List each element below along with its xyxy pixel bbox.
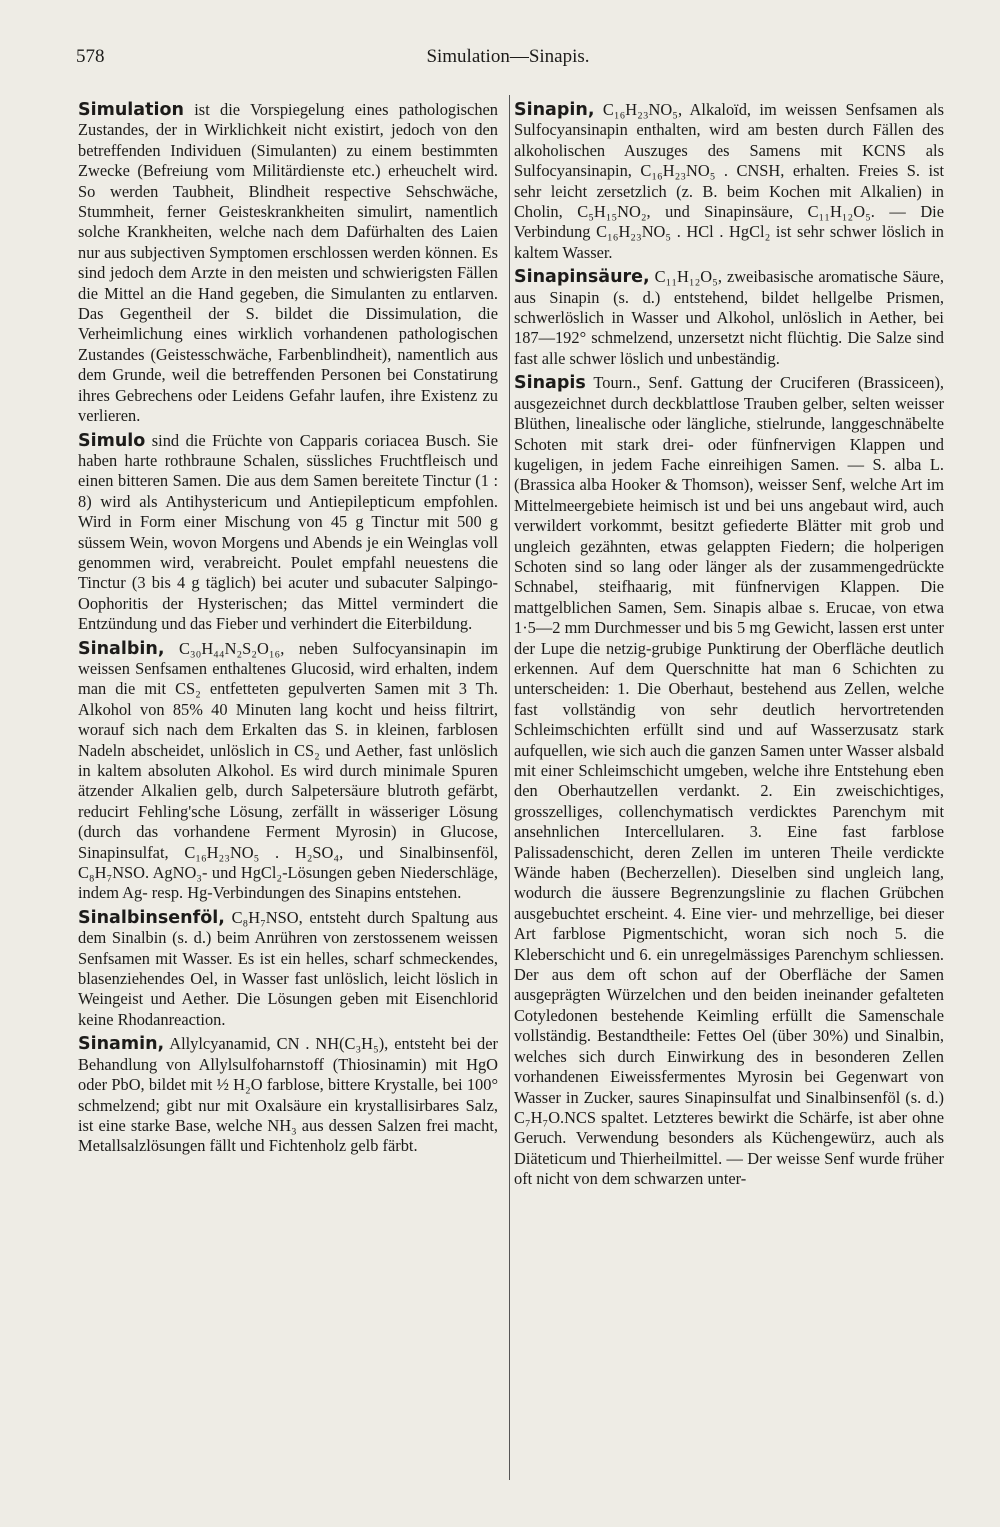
entry-lemma: Sinamin, [78,1034,165,1055]
left-column [78,100,498,1161]
right-column [514,100,944,1194]
entry-sinapin [514,100,944,263]
column-divider [509,95,510,1480]
entry-text: Tourn., Senf. Gattung der Cruciferen (Brassiceen), ausgezeichnet durch deckblattlose Trauben gelber, selten weisser Blüthen, linealische oder längliche, stielrunde, langgeschnäbelte Schoten mit stark drei- oder fünfnervigen Klappen und kugeligen, in jedem Fache einreihigen Samen. — S. alba L. (Brassica alba Hooker & Thomson), weisser Senf, welche Art im Mittelmeergebiete heimisch ist und bei uns angebaut wird, auch verwildert vorkommt, besitzt gefiederte Blätter mit grob und ungleich gezähnten, etwas gelappten Fiedern; die holperigen Schoten sind so lang oder länger als der zusammengedrückte Schnabel, steifhaarig, mit fünfnervigen Klappen. Die mattgelblichen Samen, Sem. Sinapis albae s. Erucae, von etwa 1·5—2 mm Durchmesser und bis 5 mg Gewicht, lassen erst unter der Lupe die netzig-grubige Punktirung der Oberfläche deutlich erkennen. Auf dem Querschnitte hat man 6 Schichten zu unterscheiden: 1. Die Oberhaut, bestehend aus Zellen, welche fast vollständig von sehr deutlich hervortretenden Schleimschichten erfüllt sind und auf Wasserzusatz stark aufquellen, wie sich auch die ganzen Samen unter Wasser alsbald mit einer Schleimschicht umgeben, welche ihre Entstehung eben den Oberhautzellen verdankt. 2. Ein zweischichtiges, grosszelliges, collenchymatisch verdicktes Parenchym mit ansehnlichen Intercellularen. 3. Eine fast farblose Palissadenschicht, deren Zellen im unteren Theile verdickte Wände haben (Becherzellen). Dieselben sind ungleich lang, wodurch die äussere Begrenzungslinie zu flachen Grübchen ausgebuchtet erscheint. 4. Eine vier- und mehrzellige, bei dieser Art farblose Pigmentschicht, woran sich noch 5. die Kleberschicht und 6. ein unregelmässiges Parenchym schliessen. Der aus dem oft schon auf der Oberfläche der Samen ausgeprägten Würzelchen und den beiden ineinander gefalteten Cotyledonen bestehende Keimling erfüllt die Samenschale vollständig. Bestandtheile: Fettes Oel (über 30%) und Sinalbin, welches sich durch Einwirkung des in besonderen Zellen vorhandenen Eiweissfermentes Myrosin bei Gegenwart von Wasser in Zucker, saures Sinapinsulfat und Sinalbinsenföl (s. d.) C₇H₇O.NCS spaltet. Letzteres bewirkt die Schärfe, ist aber ohne Geruch. Verwendung besonders als Küchengewürz, auch als Diäteticum und Thierheilmittel. — Der weisse Senf wurde früher oft nicht von dem schwarzen unter- [514,373,944,1189]
entry-sinapis [514,373,944,1189]
page-header [76,46,940,70]
entry-lemma: Sinapis [514,373,586,394]
entry-lemma: Sinapin, [514,100,595,120]
entry-lemma: Sinalbinsenföl, [78,907,225,928]
entry-text: ist die Vorspiegelung eines pathologischen Zustandes, der in Wirklichkeit nicht existirt, jedoch von den betreffenden Individuen (Simulanten) zu einem bestimmten Zwecke (Befreiung vom Militärdienste etc.) erheuchelt wird. So werden Taubheit, Blindheit respective Sehschwäche, Stummheit, ferner Geisteskrankheiten simulirt, namentlich solche Krankheiten, welche nach dem Dafürhalten des Laien nur aus subjectiven Symptomen erschlossen werden können. Es sind jedoch dem Arzte in den meisten und schwierigsten Fällen die Mittel an die Hand gegeben, die Simulanten zu entlarven. Das Gegentheil der S. bildet die Dissimulation, die Verheimlichung eines wirklich vorhandenen pathologischen Zustandes (Geistesschwäche, Farbenblindheit), namentlich aus dem Grunde, weil die betreffenden Personen bei Constatirung ihres Gebrechens oder Leidens Gefahr laufen, ihre Existenz zu verlieren. [78,100,498,426]
entry-lemma: Sinapinsäure, [514,267,650,288]
entry-lemma: Sinalbin, [78,638,165,659]
entry-text: Allylcyanamid, CN . NH(C₃H₅), entsteht bei der Behandlung von Allylsulfoharnstoff (Thiosinamin) mit HgO oder PbO, bildet mit ½ H₂O farblose, bittere Krystalle, bei 100° schmelzend; gibt nur mit Oxalsäure ein krystallisirbares Salz, ist eine starke Base, welche NH₃ aus dessen Salzen frei macht, Metallsalzlösungen fällt und Fichtenholz gelb färbt. [78,1034,498,1156]
entry-text: C₁₁H₁₂O₅, zweibasische aromatische Säure, aus Sinapin (s. d.) entstehend, bildet hellgelbe Prismen, schwerlöslich in Wasser und Alkohol, unlöslich in Aether, bei 187—192° schmelzend, unzersetzt nicht flüchtig. Die Salze sind fast alle schwer löslich und unbeständig. [514,267,944,368]
page-number: 578 [76,46,105,67]
entry-text: C₈H₇NSO, entsteht durch Spaltung aus dem Sinalbin (s. d.) beim Anrühren von zerstossenem weissen Senfsamen mit Wasser. Es ist ein helles, scharf schmeckendes, blasenziehendes Oel, in Wasser fast unlöslich, leicht löslich in Weingeist und Aether. Die Lösungen geben mit Eisenchlorid keine Rhodanreaction. [78,907,498,1029]
entry-sinapinsaeure [514,267,944,369]
entry-lemma: Simulo [78,430,146,451]
running-head: Simulation—Sinapis. [426,46,590,67]
entry-sinalbinsenfoel [78,908,498,1030]
entry-text: C₃₀H₄₄N₂S₂O₁₆, neben Sulfocyansinapin im weissen Senfsamen enthaltenes Glucosid, wird erhalten, indem man die mit CS₂ entfetteten gepulverten Samen mit 3 Th. Alkohol von 85% 40 Minuten lang kocht und heiss filtrirt, worauf sich nach dem Erkalten das S. in kleinen, farblosen Nadeln abscheidet, unlöslich in CS₂ und Aether, fast unlöslich in kaltem absoluten Alkohol. Es wird durch minimale Spuren ätzender Alkalien gelb, durch Salpetersäure blutroth gefärbt, reducirt Fehling'sche Lösung, zerfällt in wässeriger Lösung (durch das vorhandene Ferment Myrosin) in Glucose, Sinapinsulfat, C₁₆H₂₃NO₅ . H₂SO₄, und Sinalbinsenföl, C₈H₇NSO. AgNO₃- und HgCl₂-Lösungen geben Niederschläge, indem Ag- resp. Hg-Verbindungen des Sinapins entstehen. [78,638,498,903]
entry-text: C₁₆H₂₃NO₅, Alkaloïd, im weissen Senfsamen als Sulfocyansinapin enthalten, wird am besten durch Fällen des alkoholischen Auszuges des Samens mit KCNS als Sulfocyansinapin, C₁₆H₂₃NO₅ . CNSH, erhalten. Freies S. ist sehr leicht zersetzlich (z. B. beim Kochen mit Alkalien) in Cholin, C₅H₁₅NO₂, und Sinapinsäure, C₁₁H₁₂O₅. — Die Verbindung C₁₆H₂₃NO₅ . HCl . HgCl₂ ist sehr schwer löslich in kaltem Wasser. [514,100,944,262]
entry-lemma: Simulation [78,100,184,120]
entry-sinamin [78,1034,498,1156]
entry-text: sind die Früchte von Capparis coriacea Busch. Sie haben harte rothbraune Schalen, süssliches Fruchtfleisch und einen bitteren Samen. Die aus dem Samen bereitete Tinctur (1 : 8) wird als Antihystericum und Antiepilepticum empfohlen. Wird in Form einer Mischung von 45 g Tinctur mit 500 g süssem Wein, wovon Morgens und Abends je ein Weinglas voll genommen wird, verabreicht. Poulet empfahl neuestens die Tinctur (3 bis 4 g täglich) bei acuter und subacuter Salpingo-Oophoritis der Hysterischen; das Mittel vermindert die Entzündung und das Fieber und verhindert die Eiterbildung. [78,430,498,634]
entry-sinalbin [78,639,498,904]
entry-simulation [78,100,498,427]
entry-simulo [78,431,498,635]
